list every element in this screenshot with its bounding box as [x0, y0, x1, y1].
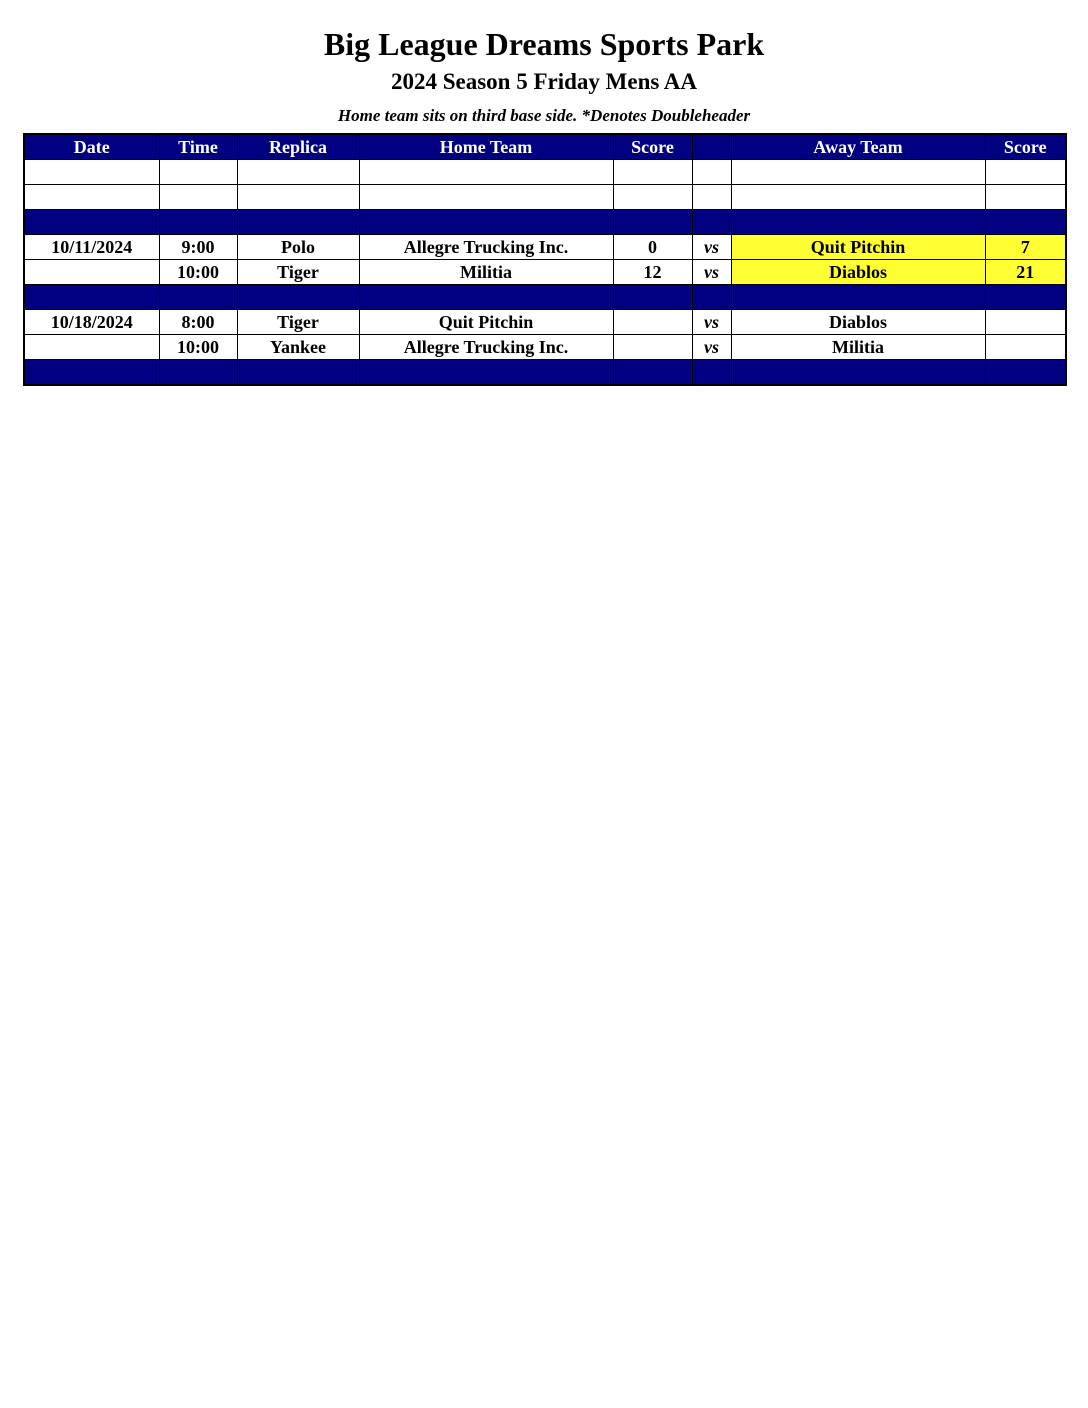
cell-away-team	[731, 160, 985, 185]
cell-vs	[692, 285, 731, 310]
cell-home-score	[613, 360, 692, 386]
page-subtitle: 2024 Season 5 Friday Mens AA	[390, 69, 698, 94]
cell-time: 9:00	[159, 235, 237, 260]
cell-home-score	[613, 310, 692, 335]
blank-row	[24, 160, 1066, 185]
doubleheader-note: Home team sits on third base side. *Denotes Doubleheader	[337, 106, 751, 125]
cell-home-score	[613, 285, 692, 310]
cell-home-team	[359, 360, 613, 386]
col-header-vs	[692, 134, 731, 160]
col-header-away-team: Away Team	[731, 134, 985, 160]
cell-vs: vs	[692, 235, 731, 260]
cell-vs	[692, 360, 731, 386]
cell-home-team	[359, 185, 613, 210]
cell-replica	[237, 160, 359, 185]
cell-vs	[692, 210, 731, 235]
cell-time: 8:00	[159, 310, 237, 335]
cell-home-score: 0	[613, 235, 692, 260]
cell-date	[24, 160, 159, 185]
cell-time	[159, 210, 237, 235]
cell-replica	[237, 185, 359, 210]
cell-date	[24, 360, 159, 386]
cell-away-team: Quit Pitchin	[731, 235, 985, 260]
game-row	[24, 310, 1066, 335]
cell-time: 10:00	[159, 335, 237, 360]
cell-home-team	[359, 285, 613, 310]
cell-home-score	[613, 185, 692, 210]
cell-away-score	[985, 360, 1066, 386]
separator-row	[24, 360, 1066, 386]
cell-replica: Polo	[237, 235, 359, 260]
separator-row	[24, 210, 1066, 235]
cell-away-team	[731, 185, 985, 210]
game-row	[24, 335, 1066, 360]
col-header-date: Date	[24, 134, 159, 160]
cell-date: 10/11/2024	[24, 235, 159, 260]
separator-row	[24, 285, 1066, 310]
cell-home-score	[613, 210, 692, 235]
cell-home-score: 12	[613, 260, 692, 285]
cell-away-team	[731, 210, 985, 235]
cell-home-team: Allegre Trucking Inc.	[359, 335, 613, 360]
cell-away-score	[985, 335, 1066, 360]
cell-home-score	[613, 335, 692, 360]
cell-date	[24, 285, 159, 310]
cell-time	[159, 285, 237, 310]
schedule-body	[24, 160, 1066, 386]
cell-away-score	[985, 310, 1066, 335]
cell-time	[159, 360, 237, 386]
cell-home-team	[359, 210, 613, 235]
cell-away-team	[731, 360, 985, 386]
cell-home-team: Militia	[359, 260, 613, 285]
game-row	[24, 260, 1066, 285]
cell-replica	[237, 285, 359, 310]
cell-vs: vs	[692, 260, 731, 285]
cell-date	[24, 335, 159, 360]
col-header-home-score: Score	[613, 134, 692, 160]
page-title: Big League Dreams Sports Park	[323, 26, 765, 62]
cell-away-team: Diablos	[731, 310, 985, 335]
cell-replica: Tiger	[237, 310, 359, 335]
cell-date	[24, 210, 159, 235]
table-header-row	[24, 134, 1066, 160]
cell-vs: vs	[692, 310, 731, 335]
cell-time: 10:00	[159, 260, 237, 285]
col-header-away-score: Score	[985, 134, 1066, 160]
cell-home-team	[359, 160, 613, 185]
cell-time	[159, 160, 237, 185]
cell-vs	[692, 185, 731, 210]
cell-replica: Tiger	[237, 260, 359, 285]
cell-away-score: 21	[985, 260, 1066, 285]
cell-vs	[692, 160, 731, 185]
cell-home-team: Quit Pitchin	[359, 310, 613, 335]
cell-date	[24, 260, 159, 285]
cell-away-score: 7	[985, 235, 1066, 260]
cell-away-team	[731, 285, 985, 310]
cell-away-score	[985, 210, 1066, 235]
cell-home-team: Allegre Trucking Inc.	[359, 235, 613, 260]
cell-replica	[237, 210, 359, 235]
col-header-replica: Replica	[237, 134, 359, 160]
cell-vs: vs	[692, 335, 731, 360]
cell-date: 10/18/2024	[24, 310, 159, 335]
cell-away-team: Diablos	[731, 260, 985, 285]
cell-away-score	[985, 160, 1066, 185]
schedule-table	[23, 133, 1067, 386]
col-header-time: Time	[159, 134, 237, 160]
cell-date	[24, 185, 159, 210]
cell-home-score	[613, 160, 692, 185]
col-header-home-team: Home Team	[359, 134, 613, 160]
cell-replica: Yankee	[237, 335, 359, 360]
cell-away-score	[985, 185, 1066, 210]
cell-replica	[237, 360, 359, 386]
game-row	[24, 235, 1066, 260]
cell-away-score	[985, 285, 1066, 310]
cell-time	[159, 185, 237, 210]
cell-away-team: Militia	[731, 335, 985, 360]
blank-row	[24, 185, 1066, 210]
